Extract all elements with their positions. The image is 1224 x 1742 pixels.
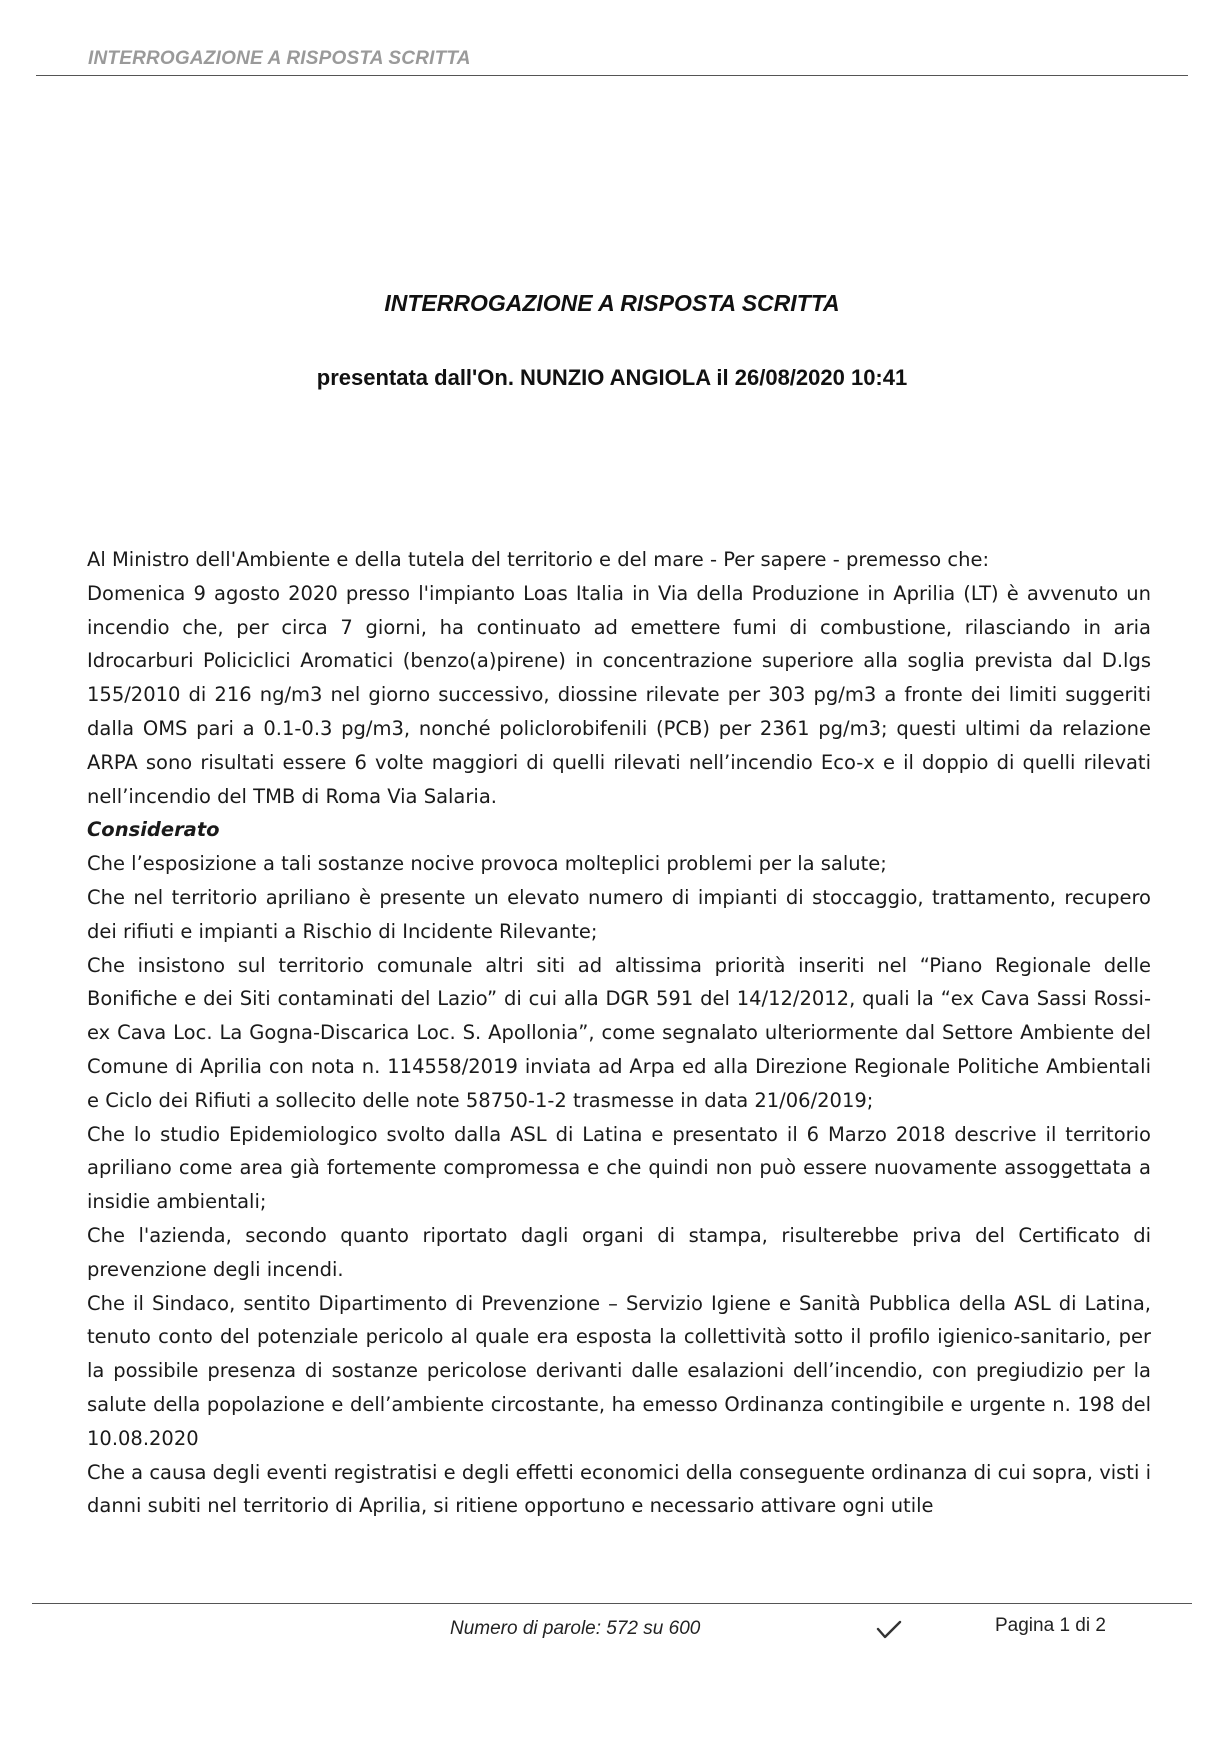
checkmark-icon [876, 1620, 902, 1640]
body-paragraph: Che lo studio Epidemiologico svolto dalla ASL di Latina e presentato il 6 Marzo 2018 descrive il territorio apriliano come area già fortemente compromessa e che quindi non può essere nuovamente assoggettata a insidie ambientali; [87, 1122, 1151, 1214]
page-number: Pagina 1 di 2 [995, 1615, 1106, 1636]
running-header-title: INTERROGAZIONE A RISPOSTA SCRITTA [88, 48, 471, 69]
body-paragraph: Che l'azienda, secondo quanto riportato dagli organi di stampa, risulterebbe priva del Certificato di prevenzione degli incendi. [87, 1223, 1151, 1281]
document-subtitle: presentata dall'On. NUNZIO ANGIOLA il 26/08/2020 10:41 [316, 365, 908, 390]
document-title: INTERROGAZIONE A RISPOSTA SCRITTA [384, 290, 840, 316]
footer-divider [32, 1603, 1192, 1604]
body-paragraph: Che l’esposizione a tali sostanze nocive provoca molteplici problemi per la salute; [87, 852, 887, 876]
body-paragraph: Che a causa degli eventi registratisi e degli effetti economici della conseguente ordinanza di cui sopra, visti i danni subiti nel territorio di Aprilia, si ritiene opportuno e necessario attivare ogni utile [87, 1460, 1151, 1518]
document-body [87, 543, 1151, 1523]
section-heading-considerato: Considerato [87, 818, 220, 842]
body-paragraph: Che il Sindaco, sentito Dipartimento di Prevenzione – Servizio Igiene e Sanità Pubblica della ASL di Latina, tenuto conto del potenziale pericolo al quale era esposta la collettività sotto il profilo igienico-sanitario, per la possibile presenza di sostanze pericolose derivanti dalle esalazioni dell’incendio, con pregiudizio per la salute della popolazione e dell’ambiente circostante, ha emesso Ordinanza contingibile e urgente n. 198 del 10.08.2020 [87, 1291, 1151, 1450]
header-divider [36, 75, 1188, 76]
word-count-label: Numero di parole: 572 su 600 [450, 1618, 701, 1639]
body-paragraph: Domenica 9 agosto 2020 presso l'impianto Loas Italia in Via della Produzione in Aprilia (LT) è avvenuto un incendio che, per circa 7 giorni, ha continuato ad emettere fumi di combustione, rilasciando in aria Idrocarburi Policiclici Aromatici (benzo(a)pirene) in concentrazione superiore alla soglia prevista dal D.lgs 155/2010 di 216 ng/m3 nel giorno successivo, diossine rilevate per 303 pg/m3 a fronte dei limiti suggeriti dalla OMS pari a 0.1-0.3 pg/m3, nonché policlorobifenili (PCB) per 2361 pg/m3; questi ultimi da relazione ARPA sono risultati essere 6 volte maggiori di quelli rilevati nell’incendio Eco-x e il doppio di quelli rilevati nell’incendio del TMB di Roma Via Salaria. [87, 581, 1151, 808]
body-paragraph: Che nel territorio apriliano è presente un elevato numero di impianti di stoccaggio, trattamento, recupero dei rifiuti e impianti a Rischio di Incidente Rilevante; [87, 885, 1151, 943]
addressee-paragraph: Al Ministro dell'Ambiente e della tutela del territorio e del mare - Per sapere - premesso che: [87, 548, 990, 571]
body-paragraph: Che insistono sul territorio comunale altri siti ad altissima priorità inseriti nel “Piano Regionale delle Bonifiche e dei Siti contaminati del Lazio” di cui alla DGR 591 del 14/12/2012, quali la “ex Cava Sassi Rossi- ex Cava Loc. La Gogna-Discarica Loc. S. Apollonia”, come segnalato ulteriormente dal Settore Ambiente del Comune di Aprilia con nota n. 114558/2019 inviata ad Arpa ed alla Direzione Regionale Politiche Ambientali e Ciclo dei Rifiuti a sollecito delle note 58750-1-2 trasmesse in data 21/06/2019; [87, 953, 1151, 1112]
